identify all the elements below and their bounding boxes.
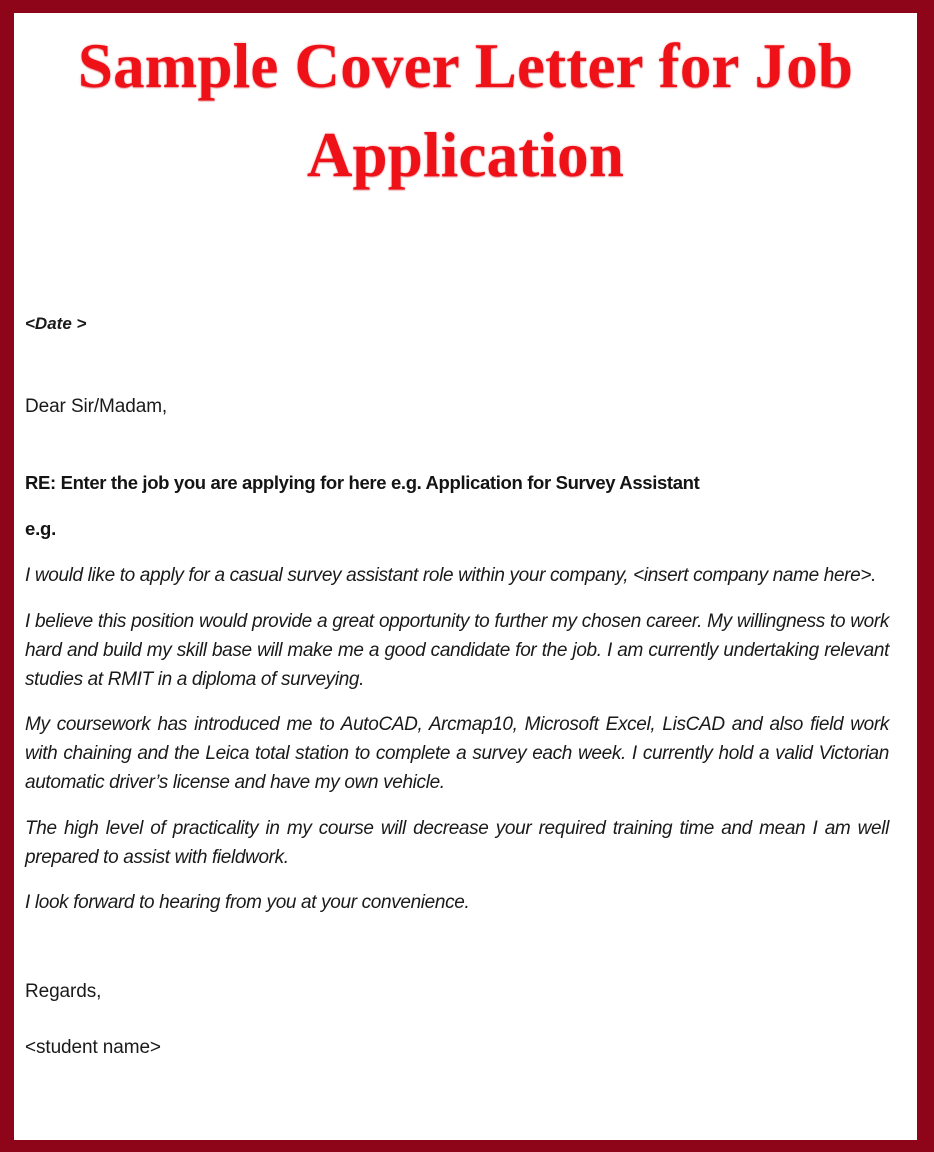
- closing-signature-spacer: [25, 1004, 889, 1037]
- body-closing-spacer: [25, 918, 889, 981]
- salutation-line: Dear Sir/Madam,: [25, 395, 168, 417]
- closing-line: Regards,: [25, 981, 102, 1003]
- date-salutation-spacer: [25, 334, 889, 396]
- body-paragraph-2: I believe this position would provide a great opportunity to further my chosen career. My willingness to work hard and build my skill base will make me a good candidate for the job. I am currently undertaking relevant studies at RMIT in a diploma of surveying.: [25, 610, 889, 690]
- title-body-spacer: [25, 201, 889, 314]
- body-paragraph-1: I would like to apply for a casual survey assistant role within your company, <insert company name here>.: [25, 565, 877, 587]
- page-title: Sample Cover Letter for Job Application: [77, 31, 854, 191]
- body-paragraph-4: The high level of practicality in my course will decrease your required training time and mean I am well prepared to assist with fieldwork.: [25, 817, 889, 868]
- date-placeholder: <Date >: [25, 313, 87, 333]
- letter-body: [14, 201, 917, 1060]
- body-paragraph-3: My coursework has introduced me to AutoCAD, Arcmap10, Microsoft Excel, LisCAD and also field work with chaining and the Leica total station to complete a survey each week. I currently hold a valid Victorian automatic driver’s license and have my own vehicle.: [25, 714, 889, 793]
- body-paragraph-5: I look forward to hearing from you at your convenience.: [25, 892, 470, 914]
- subject-line: RE: Enter the job you are applying for here e.g. Application for Survey Assistant: [25, 471, 700, 493]
- salutation-subject-spacer: [25, 419, 889, 472]
- signature-placeholder: <student name>: [25, 1036, 161, 1058]
- letter-page: [14, 13, 917, 1140]
- example-label: e.g.: [25, 517, 57, 539]
